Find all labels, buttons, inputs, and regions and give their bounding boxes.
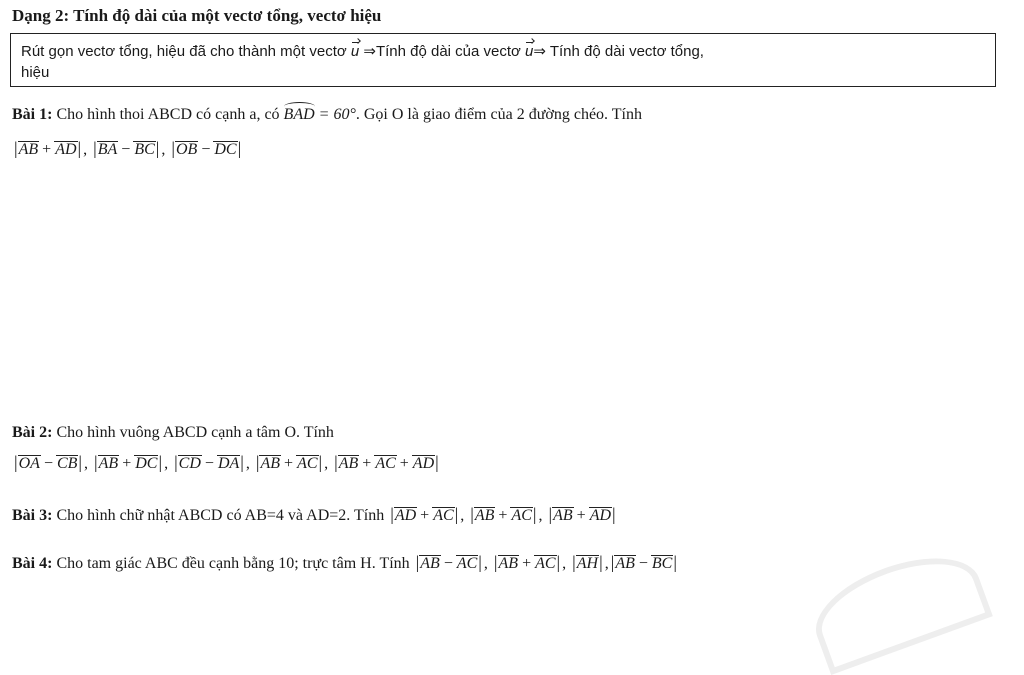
exercise-2-statement: Bài 2: Cho hình vuông ABCD cạnh a tâm O. Tính — [12, 424, 334, 441]
exercise-1-expressions: | AB + AD | , | BA − BC | , | OB − DC | — [12, 138, 243, 159]
vector-expression: | AB + AC | — [492, 552, 562, 573]
vector-expression: | AB − BC | — [609, 552, 679, 573]
vector-u: u — [525, 43, 534, 60]
method-box — [10, 33, 996, 87]
exercise-4-statement: Bài 4: Cho tam giác ABC đều cạnh bằng 10; trực tâm H. Tính | AB − AC | , | AB + AC | , | AH | ,| AB − BC | — [12, 552, 679, 573]
exercise-2-expressions: | OA − CB | , | AB + DC | , | CD − DA | , | AB + AC | , | AB + AC + AD | — [12, 452, 441, 473]
vector-expression: | AB + AD | — [547, 504, 618, 525]
angle-bad: BAD — [283, 106, 315, 123]
vector-expression: | OB − DC | — [169, 138, 243, 159]
section-title: Dạng 2: Tính độ dài của một vectơ tổng, vectơ hiệu — [12, 6, 382, 25]
vector-u: u — [350, 43, 360, 60]
vector-expression: | AB + AD | — [12, 138, 83, 159]
exercise-1-statement: Bài 1: Cho hình thoi ABCD có cạnh a, có BAD = 60°. Gọi O là giao điểm của 2 đường chéo. Tính — [12, 106, 642, 123]
method-text-4: hiệu — [21, 64, 50, 81]
vector-expression: | CD − DA | — [172, 452, 246, 473]
exercise-3-statement: Bài 3: Cho hình chữ nhật ABCD có AB=4 và AD=2. Tính | AD + AC | , | AB + AC | , | AB + AD | — [12, 504, 618, 525]
vector-expression: | AB + DC | — [92, 452, 164, 473]
method-text-1: Rút gọn vectơ tổng, hiệu đã cho thành một vectơ — [21, 43, 351, 60]
watermark-logo — [803, 539, 993, 675]
vector-expression: | AB + AC | — [254, 452, 324, 473]
method-text-2: ⇒Tính độ dài của vectơ — [359, 43, 526, 60]
vector-expression: | BA − BC | — [91, 138, 161, 159]
method-text-3: ⇒ Tính độ dài vectơ tổng, — [533, 43, 704, 60]
exercise-1-label: Bài 1: — [12, 106, 53, 123]
vector-expression: | AB + AC | — [468, 504, 538, 525]
vector-expression: | AB + AC + AD | — [332, 452, 441, 473]
exercise-2-label: Bài 2: — [12, 424, 53, 441]
exercise-3-label: Bài 3: — [12, 507, 53, 524]
vector-expression: | AB − AC | — [414, 552, 484, 573]
vector-expression: | AH | — [570, 552, 605, 573]
exercise-4-label: Bài 4: — [12, 555, 53, 572]
vector-expression: | OA − CB | — [12, 452, 84, 473]
vector-expression: | AD + AC | — [388, 504, 460, 525]
